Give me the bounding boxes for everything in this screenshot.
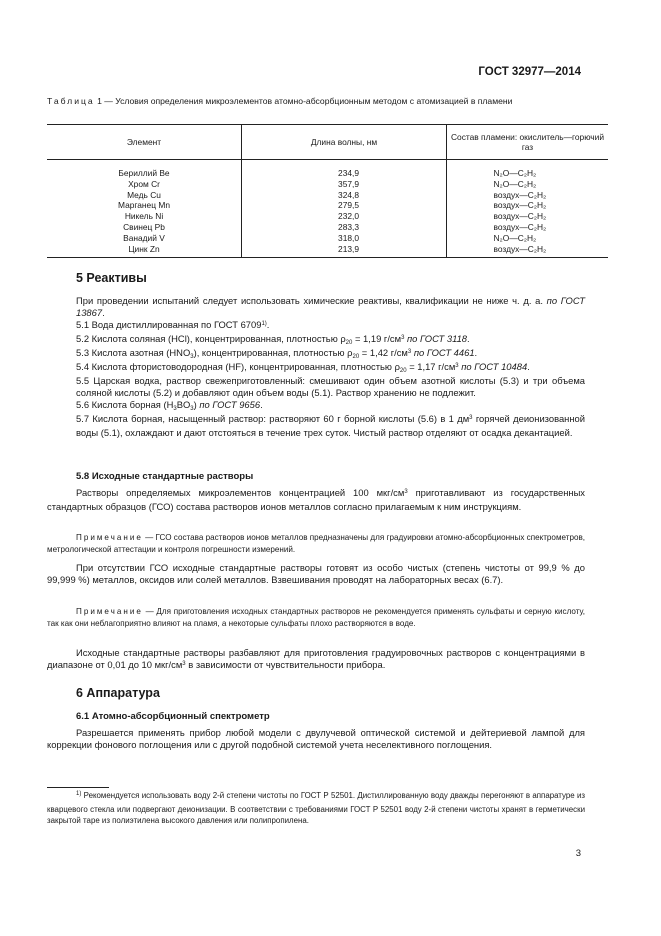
paragraph-5-6: 5.6 Кислота борная $(H_3BO_3)$ по ГОСТ 9656. — [76, 399, 263, 412]
table-caption — [47, 95, 607, 107]
table-caption-label: Таблица — [47, 96, 95, 106]
col-header-wavelength: Длина волны, нм — [242, 125, 447, 160]
table-body — [47, 160, 608, 258]
table-row — [47, 190, 608, 201]
section-6-title: 6 Аппаратура — [76, 686, 160, 700]
cell-flame: N₂O—C₂H₂ — [447, 179, 609, 190]
cell-flame: N₂O—C₂H₂ — [447, 160, 609, 179]
cell-flame: воздух—C₂H₂ — [447, 222, 609, 233]
paragraph-5-8-1: Растворы определяемых микроэлементов концентрацией 100 мкг/$см^3$ приготавливают из государственных стандартных образцов (ГСО) состава растворов ионов металлов согласно прилагаемым к ним инструкциям. — [47, 487, 585, 512]
ref-gost-10484: по ГОСТ 10484 — [458, 361, 528, 372]
cell-flame: N₂O—C₂H₂ — [447, 233, 609, 244]
col-header-element: Элемент — [47, 125, 242, 160]
footnote-marker: 1) — [76, 791, 82, 797]
note-2: Примечание — Для приготовления исходных стандартных растворов не рекомендуется применять сульфаты и серную кислоту, так как они неблагоприятно влияют на пламя, а некоторые сульфаты плохо растворяются в воде. — [47, 607, 585, 628]
cell-flame: воздух—C₂H₂ — [447, 190, 609, 201]
paragraph-5-8-2: При отсутствии ГСО исходные стандартные растворы готовят из особо чистых (степень чистоты от 99,9 % до 99,999 %) металлов, оксидов или солей металлов. Взвешивания проводят на лабораторных весах (6.7). — [47, 562, 585, 585]
cell-element: Бериллий Be — [118, 168, 170, 178]
cell-flame: воздух—C₂H₂ — [447, 200, 609, 211]
ref-gost-13867: по ГОСТ 13867 — [76, 295, 585, 318]
subsection-5-8-title: 5.8 Исходные стандартные растворы — [76, 471, 254, 482]
ref-gost-9656: по ГОСТ 9656 — [199, 399, 261, 410]
col-header-flame: Состав пламени: окислитель—горючий газ — [447, 125, 609, 160]
paragraph-5-4: 5.4 Кислота фтористоводородная (HF), концентрированная, плотностью $\rho_{20} = 1,17$ $г/см^3$ по ГОСТ 10484. — [76, 361, 530, 374]
paragraph-5-7: 5.7 Кислота борная, насыщенный раствор: растворяют 60 г борной кислоты (5.6) в 1 $дм^3$ горячей деионизованной воды (5.1), охлаждают и дают отстояться в течение трех суток. Чистый раствор отделяют от осадка декантацией. — [76, 413, 585, 438]
paragraph-5-5: 5.5 Царская водка, раствор свежеприготовленный: смешивают один объем азотной кислоты (5.3) и три объема соляной кислоты (5.2) и добавляют один объем воды (5.1). Раствор хранению не подлежит. — [76, 375, 585, 398]
note-label: Примечание — [76, 533, 143, 542]
cell-flame: воздух—C₂H₂ — [447, 211, 609, 222]
table-row — [47, 200, 608, 211]
paragraph-5-8-3: Исходные стандартные растворы разбавляют для приготовления градуировочных растворов с концентрациями в диапазоне от 0,01 до 10 мкг/$см^3$ в зависимости от чувствительности прибора. — [47, 647, 585, 670]
paragraph-5-1: 5.1 Вода дистиллированная по ГОСТ 6709$^{1)}$. — [76, 319, 270, 330]
table-row — [47, 222, 608, 233]
table-row — [47, 211, 608, 222]
document-header: ГОСТ 32977—2014 — [478, 66, 581, 78]
cell-wavelength: 213,9 — [242, 244, 447, 258]
table-row — [47, 179, 608, 190]
cell-wavelength: 234,9 — [242, 160, 447, 179]
cell-element: Свинец Pb — [123, 221, 165, 232]
cell-element: Ванадий V — [123, 232, 165, 243]
table-row — [47, 233, 608, 244]
cell-wavelength: 318,0 — [242, 233, 447, 244]
cell-wavelength: 324,8 — [242, 190, 447, 201]
cell-wavelength: 232,0 — [242, 211, 447, 222]
paragraph-5-3: 5.3 Кислота азотная $(HNO_3)$, концентрированная, плотностью $\rho_{20} = 1,42$ $г/см^3$ по ГОСТ 4461. — [76, 347, 478, 360]
ref-gost-3118: по ГОСТ 3118 — [404, 333, 468, 344]
footnote-separator — [47, 787, 109, 788]
note-1: Примечание — ГСО состава растворов ионов металлов предназначены для градуировки атомно-абсорбционных спектрометров, метрологической аттестации и контроля погрешности измерений. — [47, 533, 585, 554]
cell-element: Медь Cu — [127, 189, 161, 200]
cell-element: Хром Cr — [128, 178, 160, 189]
section-5-title: 5 Реактивы — [76, 271, 147, 285]
cell-flame: воздух—C₂H₂ — [447, 244, 609, 258]
table-row — [47, 160, 608, 179]
note-label: Примечание — [76, 607, 143, 616]
cell-wavelength: 283,3 — [242, 222, 447, 233]
paragraph-6-1: Разрешается применять прибор любой модели с двулучевой оптической системой и дейтериевой лампой для коррекции фонового поглощения или с другой подобной системой учета неселективного поглощения. — [47, 727, 585, 750]
cell-wavelength: 279,5 — [242, 200, 447, 211]
section-5-body — [47, 295, 585, 439]
paragraph-5-2: 5.2 Кислота соляная (HCl), концентрированная, плотностью $\rho_{20} = 1,19$ $г/см^3$ по ГОСТ 3118. — [76, 333, 470, 346]
cell-element: Никель Ni — [124, 211, 164, 222]
conditions-table — [47, 124, 608, 258]
paragraph-5-intro: При проведении испытаний следует использовать химические реактивы, квалификации не ниже ч. д. а. по ГОСТ 13867. — [76, 295, 585, 318]
subsection-6-1-title: 6.1 Атомно-абсорбционный спектрометр — [76, 711, 270, 722]
page-number: 3 — [575, 848, 581, 859]
table-row — [47, 244, 608, 258]
cell-wavelength: 357,9 — [242, 179, 447, 190]
table-caption-text: 1 — Условия определения микроэлементов атомно-абсорбционным методом с атомизацией в пламени — [94, 96, 513, 106]
cell-element: Цинк Zn — [47, 244, 242, 258]
cell-element: Марганец Mn — [118, 200, 170, 211]
ref-gost-4461: по ГОСТ 4461 — [411, 347, 475, 358]
footnote: $^{1)}$ Рекомендуется использовать воду 2-й степени чистоты по ГОСТ Р 52501. Дистиллированную воду дважды перегоняют в аппаратуре из кварцевого стекла или подвергают деионизации. В соответствии с требованиями ГОСТ Р 52501 воду 2-й степени чистоты хранят в герметически закрытой таре из полиэтилена высокого давления или полипропилена. — [47, 791, 585, 825]
